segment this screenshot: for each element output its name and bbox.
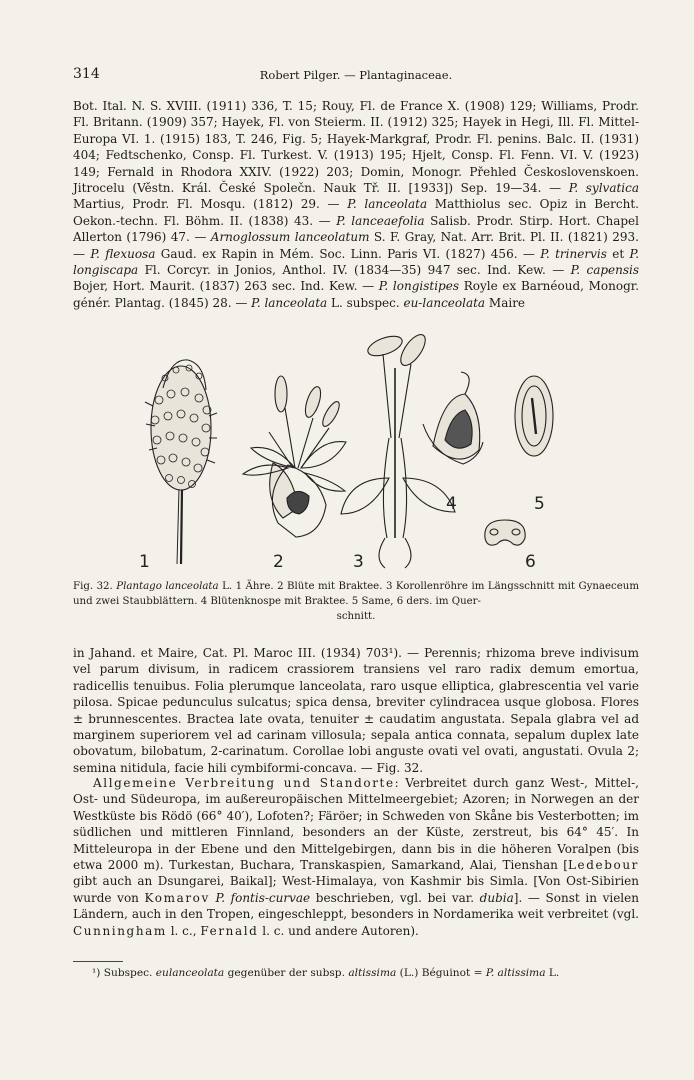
text-run: (L.) Béguinot =	[396, 967, 486, 979]
text-run: Royle ex Barnéoud, Monogr. génér. Plantag. (1845) 28. —	[73, 279, 640, 310]
italic-run: altissima	[348, 967, 397, 979]
footnote-divider	[73, 961, 123, 962]
italic-run: P. fontis-curvae	[215, 890, 311, 905]
text-run: ¹) Subspec.	[92, 967, 156, 979]
flower-bud-drawing	[423, 372, 483, 464]
seed-section-drawing	[485, 520, 525, 545]
text-run: l. c.,	[166, 923, 201, 938]
italic-run: P. altissima	[485, 967, 546, 979]
spaced-run: Komarov	[144, 890, 210, 905]
figure-32	[73, 328, 639, 574]
text-run: S. F. Gray, Nat. Arr. Brit. Pl. II. (1821) 293. —	[73, 230, 639, 261]
italic-run: P. longistipes	[378, 279, 460, 294]
text-run: l. c. und andere Autoren).	[258, 923, 419, 938]
text-run: in Jahand. et Maire, Cat. Pl. Maroc III. (1934) 703¹). — Perennis; rhizoma breve indivisum vel parum divisum, in radicem crassiorem transiens vel raro radix demum emortua, radicellis tenuibus. Folia plerumque lanceolata, raro usque elliptica, glabrescentia vel varie pilosa. Spicae pedunculus sulcatus; spica densa, breviter cylindracea usque globosa. Flores ± brunnescentes. Bracteа late ovata, tenuiter ± caudatim angustata. Sepala glabra vel ad marginem superiorem vel ad carinam villosula; sepala antica connata, sepalum duplex late obovatum, bilobatum, 2-carinatum. Corollae lobi anguste ovati vel ovati, angustati. Ovula 2; semina nitidula, facie hili cymbiformi-concava. — Fig. 32.	[73, 646, 639, 775]
text-run: gibt auch an Dsungarei, Baikal]; West-Himalaya, von Kashmir bis Simla. [Von Ost-Sibirien wurde von	[73, 874, 639, 905]
italic-run: P. lanceaefolia	[336, 213, 425, 228]
italic-run: P. capensis	[570, 263, 640, 278]
plant-illustration	[73, 328, 639, 574]
spaced-run: Ledebour	[567, 858, 639, 873]
seed-drawing	[515, 376, 553, 456]
italic-run: eu-lanceolata	[403, 295, 486, 310]
italic-run: eulanceolata	[155, 967, 225, 979]
text-run: Salisb. Prodr. Stirp. Hort. Chapel Allerton (1796) 47. —	[73, 213, 639, 245]
figure-label-5: 5	[534, 494, 545, 514]
spaced-run: Allgemeine Verbreitung und Standorte	[93, 776, 395, 790]
text-run: L. subspec.	[327, 295, 404, 310]
text-run: et	[606, 246, 630, 261]
text-run: : Verbreitet durch ganz West-, Mittel-, Ost- und Südeuropa, im außereuropäischen Mittelmeergebiet; Azoren; in Norwegen an der Westküste bis Rödö (66° 40′), Lofoten?; Färöer; in Schweden von Skåne bis Vesterbotten; im südlichen und mittleren Finnland, besonders an der Küste, zerstreut, bis 64° 45′. In Mitteleuropa in der Ebene und den Mittelgebirgen, dann bis in die höheren Voralpen (bis etwa 2000 m). Turkestan, Buchara, Transkaspien, Samarkand, Alai, Tienshan [	[73, 776, 639, 873]
figure-label-3: 3	[353, 552, 364, 572]
text-run: beschrieben, vgl. bei var.	[310, 890, 480, 905]
paragraph-distribution	[73, 775, 639, 939]
paragraph-description	[73, 645, 639, 776]
text-run: Martius, Prodr. Fl. Mosqu. (1812) 29. —	[73, 197, 348, 212]
page-number: 314	[73, 66, 100, 82]
figure-label-1: 1	[139, 552, 150, 572]
caption-text	[73, 581, 639, 607]
spike-drawing	[145, 360, 217, 564]
text-run: Bot. Ital. N. S. XVIII. (1911) 336, T. 15; Rouy, Fl. de France X. (1908) 129; Williams, Prodr. Fl. Britann. (1909) 357; Hayek, Fl. von Steierm. II. (1912) 325; Hayek in Hegi, Ill. Fl. Mittel-Europa VI. 1. (1915) 183, T. 246, Fig. 5; Hayek-Markgraf, Prodr. Fl. penins. Balc. II. (1931) 404; Fedtschenko, Consp. Fl. Turkest. V. (1913) 195; Hjelt, Consp. Fl. Fenn. VI. V. (1923) 149; Fernald in Rhodora XXIV. (1922) 203; Domin, Monogr. Přehled Československoen. Jitrocelu (Věstn. Král. České Společn. Nauk Tř. II. [1933]) Sep. 19—34. —	[73, 99, 639, 196]
running-head: Robert Pilger. — Plantaginaceae.	[259, 68, 453, 82]
text-run: L.	[545, 967, 560, 979]
text-run: Matthiolus sec. Opiz in Bercht. Oekon.-techn. Fl. Böhm. II. (1838) 43. —	[73, 197, 639, 228]
text-run: Bojer, Hort. Maurit. (1837) 263 sec. Ind. Kew. —	[73, 279, 379, 294]
italic-run: P. trinervis	[540, 246, 607, 261]
footnote	[92, 966, 632, 980]
spaced-run: Fernald	[200, 923, 259, 938]
page-header	[73, 66, 639, 86]
figure-label-6: 6	[525, 552, 536, 572]
text-run: ]. — Sonst in vielen Ländern, auch in den Tropen, eingeschleppt, besonders in Nordamerika weit verbreitet (vgl.	[73, 890, 639, 922]
italic-run: dubia	[479, 890, 514, 905]
italic-run: P. sylvatica	[568, 181, 640, 196]
italic-run: P. flexuosa	[90, 246, 156, 261]
italic-run: P. lanceolata	[251, 295, 328, 310]
text-run: Gaud. ex Rapin in Mém. Soc. Linn. Paris VI. (1827) 456. —	[155, 246, 541, 261]
text-run: gegenüber der subsp.	[224, 967, 349, 979]
spaced-run: Cunningham	[73, 923, 167, 938]
italic-run: P. longiscapa	[73, 246, 640, 278]
italic-run: Arnoglossum lanceolatum	[210, 230, 370, 245]
text-run: L. 1 Ähre. 2 Blüte mit Braktee. 3 Korollenröhre im Längsschnitt mit Gynaeceum und zwei Staubblättern. 4 Blütenknospe mit Braktee. 5 Same, 6 ders. im Quer-	[73, 581, 639, 607]
text-run: Maire	[485, 295, 526, 310]
figure-label-2: 2	[273, 552, 284, 572]
caption-last-line: schnitt.	[336, 611, 376, 622]
figure-caption	[73, 579, 639, 624]
figure-label-4: 4	[446, 494, 457, 514]
flower-drawing	[243, 376, 346, 537]
paragraph-synonymy	[73, 98, 639, 311]
italic-run: Plantago lanceolata	[116, 581, 219, 592]
italic-run: P. lanceolata	[347, 197, 428, 212]
text-run: Fl. Corcyr. in Jonios, Anthol. IV. (1834—35) 947 sec. Ind. Kew. —	[138, 263, 571, 278]
text-run: Fig. 32.	[73, 581, 117, 592]
